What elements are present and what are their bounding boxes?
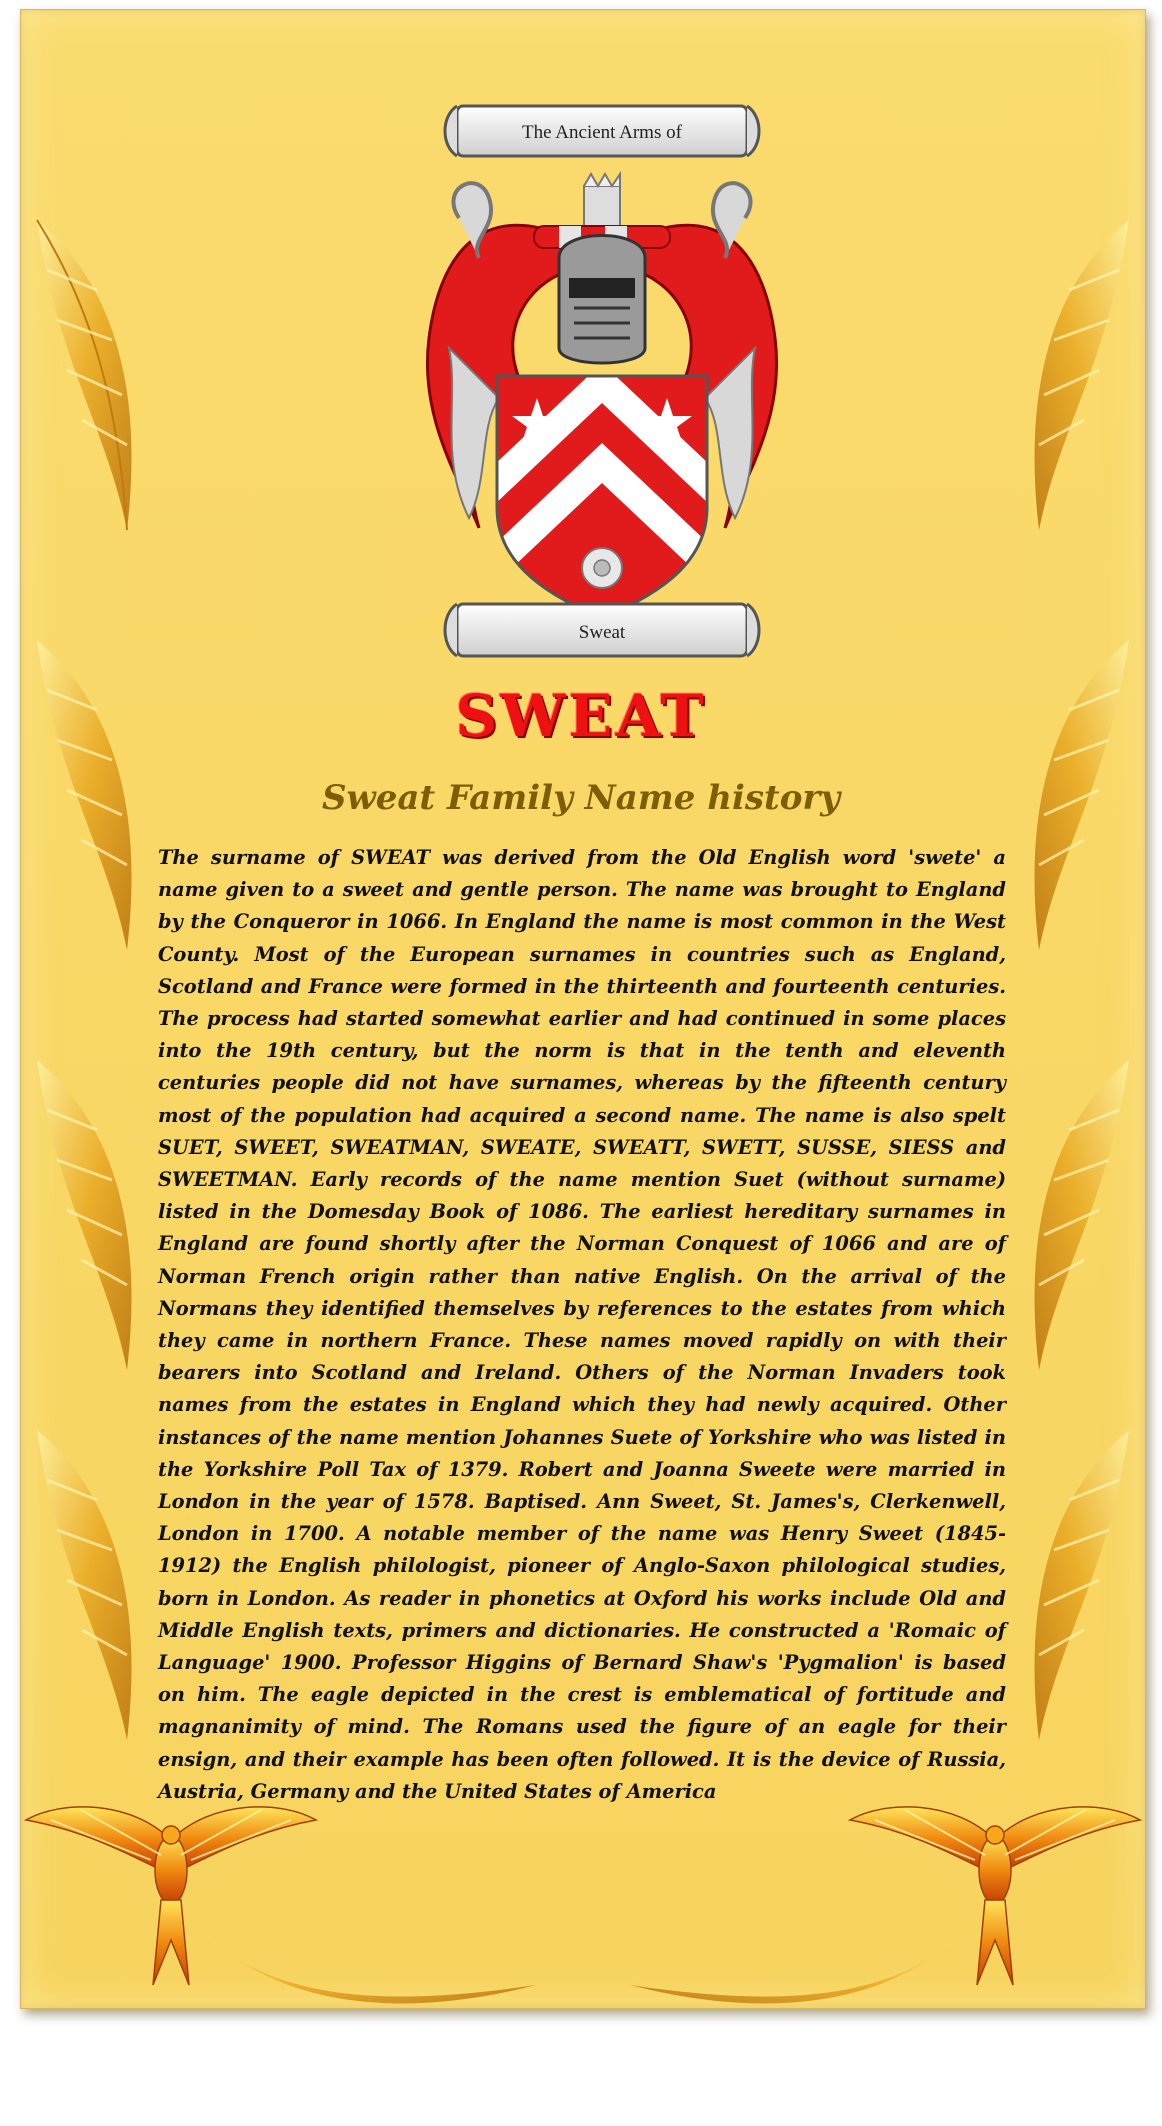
crest-bottom-scroll-text: Sweat: [578, 622, 626, 643]
feather-ornament-icon: [27, 1050, 147, 1380]
coat-of-arms-icon: [419, 98, 785, 668]
surname-heading: SWEAT: [455, 682, 707, 750]
history-paragraph: The surname of SWEAT was derived from the Old English word 'swete' a name given to a sweet and gentle person. The name was brought to England by the Conqueror in 1066. In England the name is most common in the West County. Most of the European surnames in countries such as England, Scotland and France were formed in the thirteenth and fourteenth centuries. The process had started somewhat earlier and had continued in some places into the 19th century, but the norm is that in the tenth and eleventh centuries people did not have surnames, whereas by the fifteenth century most of the population had acquired a second name. The name is also spelt SUET, SWEET, SWEATMAN, SWEATE, SWEATT, SWETT, SUSSE, SIESS and SWEETMAN. Early records of the name mention Suet (without surname) listed in the Domesday Book of 1086. The earliest hereditary surnames in England are found shortly after the Norman Conquest of 1066 and are of Norman French origin rather than native English. On the arrival of the Normans they identified themselves by references to the estates from which they came in northern France. These names moved rapidly on with their bearers into Scotland and Ireland. Others of the Norman Invaders took names from the estates in England which they had newly acquired. Other instances of the name mention Johannes Suete of Yorkshire who was listed in the Yorkshire Poll Tax of 1379. Robert and Joanna Sweete were married in London in the year of 1578. Baptised. Ann Sweet, St. James's, Clerkenwell, London in 1700. A notable member of the name was Henry Sweet (1845-1912) the English philologist, pioneer of Anglo-Saxon philological studies, born in London. As reader in phonetics at Oxford his works include Old and Middle English texts, primers and dictionaries. He constructed a 'Romaic of Language' 1900. Professor Higgins of Bernard Shaw's 'Pygmalion' is based on him. The eagle depicted in the crest is emblematical of fortitude and magnanimity of mind. The Romans used the figure of an eagle for their ensign, and their example has been often followed. It is the device of Russia, Austria, Germany and the United States of America: [158, 846, 1006, 1803]
feather-ornament-icon: [1019, 1420, 1139, 1750]
feather-ornament-icon: [27, 210, 147, 540]
feather-ornament-icon: [1019, 1050, 1139, 1380]
swirl-ornament-icon: [625, 1915, 965, 2015]
feather-ornament-icon: [1019, 210, 1139, 540]
page-subtitle: Sweat Family Name history: [321, 778, 841, 818]
crest-top-scroll-text: The Ancient Arms of: [522, 122, 682, 143]
swirl-ornament-icon: [201, 1915, 541, 2015]
feather-ornament-icon: [27, 1420, 147, 1750]
